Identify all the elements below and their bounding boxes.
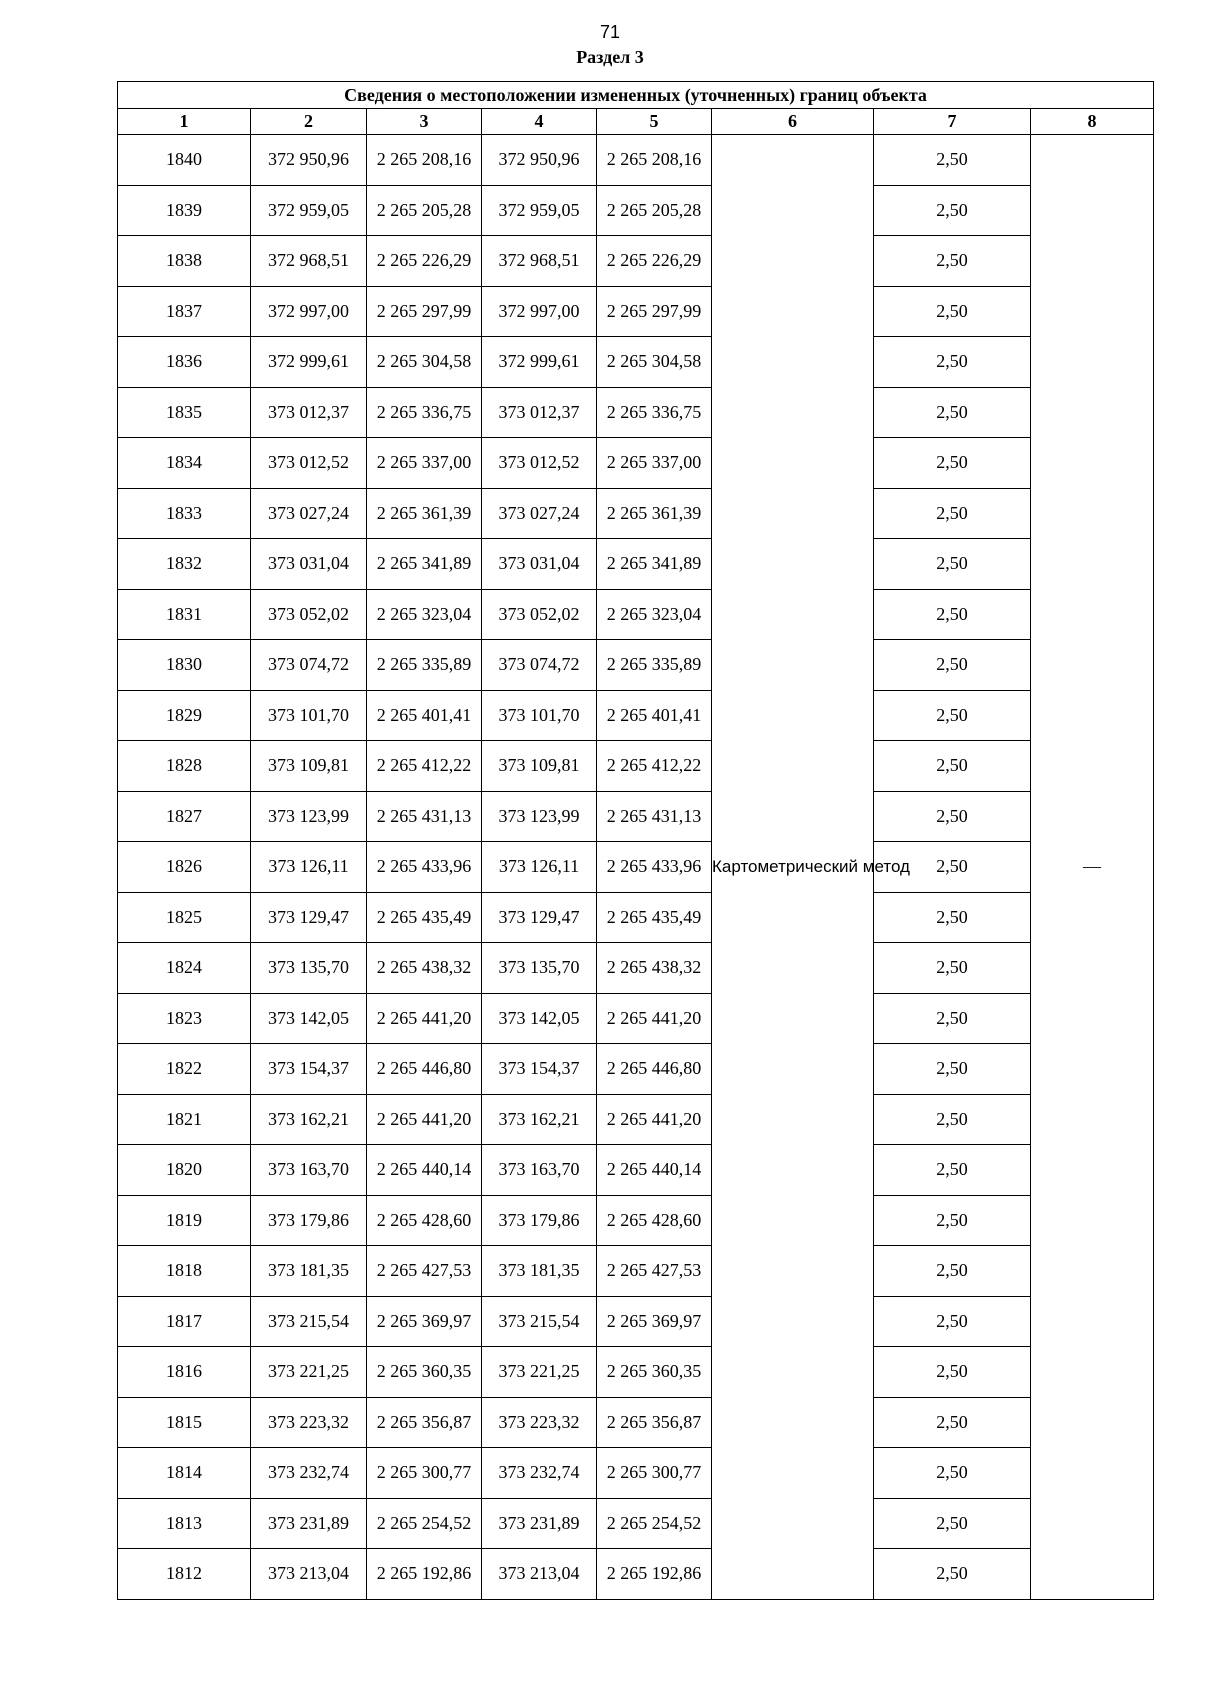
table-row	[118, 387, 1154, 438]
x-refined-cell: 373 123,99	[482, 791, 597, 842]
mean-error-cell: 2,50	[874, 236, 1031, 287]
table-row	[118, 236, 1154, 287]
x-existing-cell: 373 221,25	[251, 1347, 367, 1398]
point-number-cell: 1820	[118, 1145, 251, 1196]
x-existing-cell: 373 231,89	[251, 1498, 367, 1549]
x-existing-cell: 373 163,70	[251, 1145, 367, 1196]
x-existing-cell: 373 074,72	[251, 640, 367, 691]
point-number-cell: 1813	[118, 1498, 251, 1549]
x-refined-cell: 373 223,32	[482, 1397, 597, 1448]
y-refined-cell: 2 265 369,97	[597, 1296, 712, 1347]
y-existing-cell: 2 265 440,14	[367, 1145, 482, 1196]
y-existing-cell: 2 265 428,60	[367, 1195, 482, 1246]
y-refined-cell: 2 265 440,14	[597, 1145, 712, 1196]
y-existing-cell: 2 265 300,77	[367, 1448, 482, 1499]
x-refined-cell: 373 232,74	[482, 1448, 597, 1499]
y-refined-cell: 2 265 323,04	[597, 589, 712, 640]
x-existing-cell: 373 109,81	[251, 741, 367, 792]
point-number-cell: 1833	[118, 488, 251, 539]
y-refined-cell: 2 265 205,28	[597, 185, 712, 236]
x-refined-cell: 373 181,35	[482, 1246, 597, 1297]
y-existing-cell: 2 265 431,13	[367, 791, 482, 842]
column-number-header: 2	[251, 109, 367, 135]
x-existing-cell: 373 135,70	[251, 943, 367, 994]
x-refined-cell: 373 129,47	[482, 892, 597, 943]
mean-error-cell: 2,50	[874, 842, 1031, 893]
y-refined-cell: 2 265 297,99	[597, 286, 712, 337]
y-refined-cell: 2 265 254,52	[597, 1498, 712, 1549]
mean-error-cell: 2,50	[874, 892, 1031, 943]
x-refined-cell: 372 999,61	[482, 337, 597, 388]
point-number-cell: 1834	[118, 438, 251, 489]
x-existing-cell: 373 101,70	[251, 690, 367, 741]
mean-error-cell: 2,50	[874, 1498, 1031, 1549]
mean-error-cell: 2,50	[874, 1044, 1031, 1095]
x-existing-cell: 372 959,05	[251, 185, 367, 236]
x-refined-cell: 373 154,37	[482, 1044, 597, 1095]
x-refined-cell: 373 231,89	[482, 1498, 597, 1549]
y-refined-cell: 2 265 428,60	[597, 1195, 712, 1246]
table-caption-row	[118, 82, 1154, 109]
y-existing-cell: 2 265 356,87	[367, 1397, 482, 1448]
x-existing-cell: 373 012,37	[251, 387, 367, 438]
page-number: 71	[599, 22, 621, 42]
table-row	[118, 589, 1154, 640]
x-existing-cell: 373 031,04	[251, 539, 367, 590]
mean-error-cell: 2,50	[874, 135, 1031, 186]
mean-error-cell: 2,50	[874, 791, 1031, 842]
table-row	[118, 943, 1154, 994]
point-number-cell: 1829	[118, 690, 251, 741]
x-refined-cell: 373 162,21	[482, 1094, 597, 1145]
mean-error-cell: 2,50	[874, 943, 1031, 994]
point-number-cell: 1814	[118, 1448, 251, 1499]
point-number-cell: 1822	[118, 1044, 251, 1095]
table-row	[118, 1195, 1154, 1246]
y-existing-cell: 2 265 341,89	[367, 539, 482, 590]
point-number-cell: 1825	[118, 892, 251, 943]
y-existing-cell: 2 265 297,99	[367, 286, 482, 337]
mean-error-cell: 2,50	[874, 1448, 1031, 1499]
y-existing-cell: 2 265 446,80	[367, 1044, 482, 1095]
x-existing-cell: 373 232,74	[251, 1448, 367, 1499]
y-existing-cell: 2 265 435,49	[367, 892, 482, 943]
y-existing-cell: 2 265 226,29	[367, 236, 482, 287]
y-existing-cell: 2 265 438,32	[367, 943, 482, 994]
point-number-cell: 1832	[118, 539, 251, 590]
table-row	[118, 185, 1154, 236]
table-row	[118, 488, 1154, 539]
point-number-cell: 1840	[118, 135, 251, 186]
y-refined-cell: 2 265 300,77	[597, 1448, 712, 1499]
mean-error-cell: 2,50	[874, 488, 1031, 539]
x-existing-cell: 373 179,86	[251, 1195, 367, 1246]
point-number-cell: 1835	[118, 387, 251, 438]
x-existing-cell: 373 012,52	[251, 438, 367, 489]
x-refined-cell: 372 997,00	[482, 286, 597, 337]
mean-error-cell: 2,50	[874, 690, 1031, 741]
column-number-header: 8	[1031, 109, 1154, 135]
table-row	[118, 1549, 1154, 1600]
table-row	[118, 1397, 1154, 1448]
y-refined-cell: 2 265 427,53	[597, 1246, 712, 1297]
column-number-header: 3	[367, 109, 482, 135]
table-row	[118, 690, 1154, 741]
y-existing-cell: 2 265 205,28	[367, 185, 482, 236]
y-existing-cell: 2 265 304,58	[367, 337, 482, 388]
mean-error-cell: 2,50	[874, 286, 1031, 337]
point-number-cell: 1817	[118, 1296, 251, 1347]
table-row	[118, 337, 1154, 388]
x-refined-cell: 373 101,70	[482, 690, 597, 741]
y-refined-cell: 2 265 226,29	[597, 236, 712, 287]
table-row	[118, 842, 1154, 893]
x-refined-cell: 373 213,04	[482, 1549, 597, 1600]
section-title: Раздел 3	[576, 47, 644, 67]
y-existing-cell: 2 265 433,96	[367, 842, 482, 893]
mean-error-cell: 2,50	[874, 1296, 1031, 1347]
table-body	[118, 135, 1154, 1600]
mean-error-cell: 2,50	[874, 640, 1031, 691]
y-refined-cell: 2 265 192,86	[597, 1549, 712, 1600]
y-refined-cell: 2 265 335,89	[597, 640, 712, 691]
mean-error-cell: 2,50	[874, 185, 1031, 236]
table-row	[118, 539, 1154, 590]
point-number-cell: 1816	[118, 1347, 251, 1398]
mean-error-cell: 2,50	[874, 1246, 1031, 1297]
table-row	[118, 892, 1154, 943]
x-refined-cell: 373 163,70	[482, 1145, 597, 1196]
y-refined-cell: 2 265 360,35	[597, 1347, 712, 1398]
y-existing-cell: 2 265 441,20	[367, 1094, 482, 1145]
y-existing-cell: 2 265 361,39	[367, 488, 482, 539]
y-refined-cell: 2 265 441,20	[597, 1094, 712, 1145]
mean-error-cell: 2,50	[874, 539, 1031, 590]
y-existing-cell: 2 265 336,75	[367, 387, 482, 438]
x-existing-cell: 373 129,47	[251, 892, 367, 943]
x-existing-cell: 372 999,61	[251, 337, 367, 388]
mean-error-cell: 2,50	[874, 741, 1031, 792]
table-row	[118, 741, 1154, 792]
y-existing-cell: 2 265 335,89	[367, 640, 482, 691]
mean-error-cell: 2,50	[874, 387, 1031, 438]
table-row	[118, 1296, 1154, 1347]
x-existing-cell: 372 950,96	[251, 135, 367, 186]
mean-error-cell: 2,50	[874, 589, 1031, 640]
y-refined-cell: 2 265 208,16	[597, 135, 712, 186]
point-number-cell: 1830	[118, 640, 251, 691]
point-number-cell: 1831	[118, 589, 251, 640]
x-existing-cell: 373 027,24	[251, 488, 367, 539]
y-existing-cell: 2 265 369,97	[367, 1296, 482, 1347]
x-existing-cell: 373 213,04	[251, 1549, 367, 1600]
x-refined-cell: 373 052,02	[482, 589, 597, 640]
point-number-cell: 1823	[118, 993, 251, 1044]
x-refined-cell: 373 027,24	[482, 488, 597, 539]
mean-error-cell: 2,50	[874, 1347, 1031, 1398]
mean-error-cell: 2,50	[874, 1195, 1031, 1246]
note-cell: —	[1031, 135, 1154, 1600]
point-number-cell: 1826	[118, 842, 251, 893]
x-refined-cell: 372 950,96	[482, 135, 597, 186]
x-refined-cell: 372 959,05	[482, 185, 597, 236]
y-refined-cell: 2 265 336,75	[597, 387, 712, 438]
point-number-cell: 1812	[118, 1549, 251, 1600]
mean-error-cell: 2,50	[874, 1549, 1031, 1600]
y-refined-cell: 2 265 304,58	[597, 337, 712, 388]
table-row	[118, 1094, 1154, 1145]
mean-error-cell: 2,50	[874, 1094, 1031, 1145]
y-refined-cell: 2 265 441,20	[597, 993, 712, 1044]
x-existing-cell: 372 968,51	[251, 236, 367, 287]
point-number-cell: 1824	[118, 943, 251, 994]
point-number-cell: 1819	[118, 1195, 251, 1246]
y-refined-cell: 2 265 431,13	[597, 791, 712, 842]
y-existing-cell: 2 265 192,86	[367, 1549, 482, 1600]
y-existing-cell: 2 265 337,00	[367, 438, 482, 489]
x-refined-cell: 373 215,54	[482, 1296, 597, 1347]
method-cell: Картометрический метод	[712, 135, 874, 1600]
y-refined-cell: 2 265 356,87	[597, 1397, 712, 1448]
y-existing-cell: 2 265 323,04	[367, 589, 482, 640]
x-existing-cell: 373 123,99	[251, 791, 367, 842]
point-number-cell: 1821	[118, 1094, 251, 1145]
y-existing-cell: 2 265 401,41	[367, 690, 482, 741]
table-row	[118, 1044, 1154, 1095]
y-refined-cell: 2 265 412,22	[597, 741, 712, 792]
x-existing-cell: 373 181,35	[251, 1246, 367, 1297]
point-number-cell: 1827	[118, 791, 251, 842]
point-number-cell: 1839	[118, 185, 251, 236]
x-refined-cell: 373 126,11	[482, 842, 597, 893]
x-existing-cell: 372 997,00	[251, 286, 367, 337]
x-existing-cell: 373 052,02	[251, 589, 367, 640]
x-refined-cell: 373 109,81	[482, 741, 597, 792]
point-number-cell: 1838	[118, 236, 251, 287]
x-existing-cell: 373 126,11	[251, 842, 367, 893]
mean-error-cell: 2,50	[874, 993, 1031, 1044]
point-number-cell: 1837	[118, 286, 251, 337]
x-refined-cell: 373 142,05	[482, 993, 597, 1044]
table-row	[118, 286, 1154, 337]
x-refined-cell: 373 012,52	[482, 438, 597, 489]
table-row	[118, 1448, 1154, 1499]
table-row	[118, 135, 1154, 186]
x-refined-cell: 373 135,70	[482, 943, 597, 994]
table-row	[118, 438, 1154, 489]
y-refined-cell: 2 265 435,49	[597, 892, 712, 943]
y-refined-cell: 2 265 433,96	[597, 842, 712, 893]
y-existing-cell: 2 265 254,52	[367, 1498, 482, 1549]
point-number-cell: 1828	[118, 741, 251, 792]
x-refined-cell: 373 221,25	[482, 1347, 597, 1398]
x-refined-cell: 373 074,72	[482, 640, 597, 691]
x-existing-cell: 373 154,37	[251, 1044, 367, 1095]
mean-error-cell: 2,50	[874, 337, 1031, 388]
x-existing-cell: 373 142,05	[251, 993, 367, 1044]
point-number-cell: 1836	[118, 337, 251, 388]
table-row	[118, 1347, 1154, 1398]
table-row	[118, 1498, 1154, 1549]
table-row	[118, 1145, 1154, 1196]
table-row	[118, 1246, 1154, 1297]
column-number-header: 1	[118, 109, 251, 135]
mean-error-cell: 2,50	[874, 438, 1031, 489]
mean-error-cell: 2,50	[874, 1145, 1031, 1196]
x-refined-cell: 373 012,37	[482, 387, 597, 438]
x-refined-cell: 372 968,51	[482, 236, 597, 287]
column-number-header: 5	[597, 109, 712, 135]
y-existing-cell: 2 265 208,16	[367, 135, 482, 186]
y-refined-cell: 2 265 361,39	[597, 488, 712, 539]
table-row	[118, 993, 1154, 1044]
x-refined-cell: 373 031,04	[482, 539, 597, 590]
mean-error-cell: 2,50	[874, 1397, 1031, 1448]
y-refined-cell: 2 265 337,00	[597, 438, 712, 489]
y-existing-cell: 2 265 412,22	[367, 741, 482, 792]
column-number-row	[118, 109, 1154, 135]
y-refined-cell: 2 265 446,80	[597, 1044, 712, 1095]
column-number-header: 7	[874, 109, 1031, 135]
y-existing-cell: 2 265 360,35	[367, 1347, 482, 1398]
column-number-header: 6	[712, 109, 874, 135]
y-refined-cell: 2 265 401,41	[597, 690, 712, 741]
table-caption: Сведения о местоположении измененных (уточненных) границ объекта	[118, 82, 1154, 109]
y-existing-cell: 2 265 441,20	[367, 993, 482, 1044]
column-number-header: 4	[482, 109, 597, 135]
y-existing-cell: 2 265 427,53	[367, 1246, 482, 1297]
table-row	[118, 791, 1154, 842]
coordinates-table	[117, 81, 1154, 1600]
x-existing-cell: 373 162,21	[251, 1094, 367, 1145]
x-refined-cell: 373 179,86	[482, 1195, 597, 1246]
y-refined-cell: 2 265 438,32	[597, 943, 712, 994]
point-number-cell: 1818	[118, 1246, 251, 1297]
table-row	[118, 640, 1154, 691]
x-existing-cell: 373 223,32	[251, 1397, 367, 1448]
x-existing-cell: 373 215,54	[251, 1296, 367, 1347]
y-refined-cell: 2 265 341,89	[597, 539, 712, 590]
point-number-cell: 1815	[118, 1397, 251, 1448]
